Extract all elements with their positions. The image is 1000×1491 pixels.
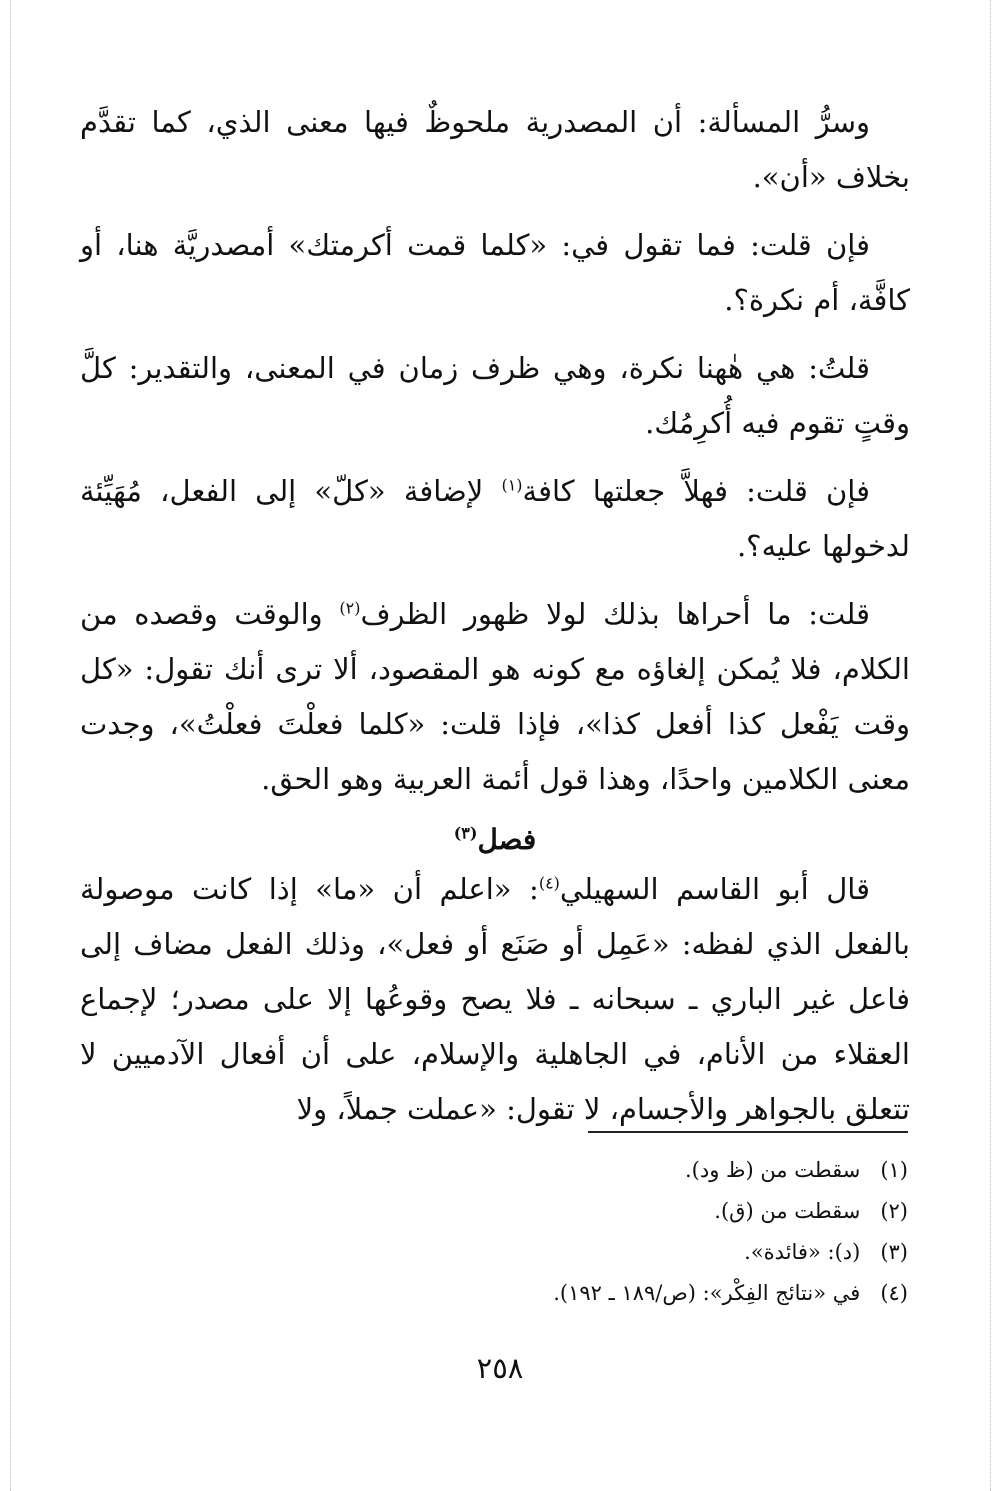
footnote-number: (٢) xyxy=(880,1199,908,1223)
footnotes xyxy=(208,1150,908,1314)
paragraph-5-text-after: والوقت وقصده من الكلام، فلا يُمكن إلغاؤه مع كونه هو المقصود، ألا ترى أنك تقول: «كل وقت يَفْعل كذا أفعل كذا»، فإذا قلت: «كلما فعلْتَ فعلْتُ»، وجدت معنى الكلامين واحدًا، وهذا قول أئمة العربية وهو الحق. xyxy=(80,597,910,796)
footnote-ref-2: (٢) xyxy=(339,598,361,618)
paragraph-1 xyxy=(80,95,910,205)
footnote-2 xyxy=(208,1191,908,1232)
paragraph-6-text-before: قال أبو القاسم السهيلي xyxy=(559,872,870,906)
footnote-number: (١) xyxy=(880,1158,908,1182)
footnote-number: (٤) xyxy=(880,1281,908,1305)
paragraph-2 xyxy=(80,218,910,328)
footnote-3 xyxy=(208,1232,908,1273)
footnote-1 xyxy=(208,1150,908,1191)
paragraph-4-text-after: لإضافة «كلّ» إلى الفعل، مُهَيِّئة لدخولها عليه؟. xyxy=(80,474,910,563)
paragraph-5 xyxy=(80,587,910,807)
footnote-text: (د): «فائدة». xyxy=(744,1240,861,1264)
paragraph-5-text-before: قلت: ما أحراها بذلك لولا ظهور الظرف xyxy=(360,597,870,631)
section-heading-text: فصل xyxy=(477,823,537,856)
paragraph-1-text: وسرُّ المسألة: أن المصدرية ملحوظٌ فيها معنى الذي، كما تقدَّم بخلاف «أن». xyxy=(80,105,910,194)
footnote-separator xyxy=(588,1131,908,1133)
footnote-ref-3: (٣) xyxy=(453,823,478,843)
paragraph-4 xyxy=(80,464,910,574)
paragraph-6 xyxy=(80,862,910,1137)
main-text xyxy=(80,95,910,1150)
section-heading xyxy=(80,820,910,860)
paragraph-2-text: فإن قلت: فما تقول في: «كلما قمت أكرمتك» أمصدريَّة هنا، أو كافَّة، أم نكرة؟. xyxy=(80,228,910,317)
footnote-4 xyxy=(208,1273,908,1314)
paragraph-4-text-before: فإن قلت: فهلاَّ جعلتها كافة xyxy=(522,474,870,508)
footnote-text: في «نتائج الفِكْر»: (ص/١٨٩ ـ ١٩٢). xyxy=(553,1281,861,1305)
footnote-ref-4: (٤) xyxy=(538,873,560,893)
paragraph-3 xyxy=(80,341,910,451)
footnote-ref-1: (١) xyxy=(501,475,523,495)
paragraph-6-text-after: : «اعلم أن «ما» إذا كانت موصولة بالفعل الذي لفظه: «عَمِل أو صَنَع أو فعل»، وذلك الفعل مضاف إلى فاعل غير الباري ـ سبحانه ـ فلا يصح وقوعُها إلا على مصدر؛ لإجماع العقلاء من الأنام، في الجاهلية والإسلام، على أن أفعال الآدميين لا تتعلق بالجواهر والأجسام، لا تقول: «عملت جملاً، ولا xyxy=(80,872,910,1126)
paragraph-3-text: قلتُ: هي هٰهنا نكرة، وهي ظرف زمان في المعنى، والتقدير: كلَّ وقتٍ تقوم فيه أُكرِمُك. xyxy=(80,351,910,440)
footnote-text: سقطت من (ظ ود). xyxy=(685,1158,861,1182)
footnote-number: (٣) xyxy=(880,1240,908,1264)
footnote-text: سقطت من (ق). xyxy=(714,1199,861,1223)
page-number: ٢٥٨ xyxy=(476,1351,524,1385)
